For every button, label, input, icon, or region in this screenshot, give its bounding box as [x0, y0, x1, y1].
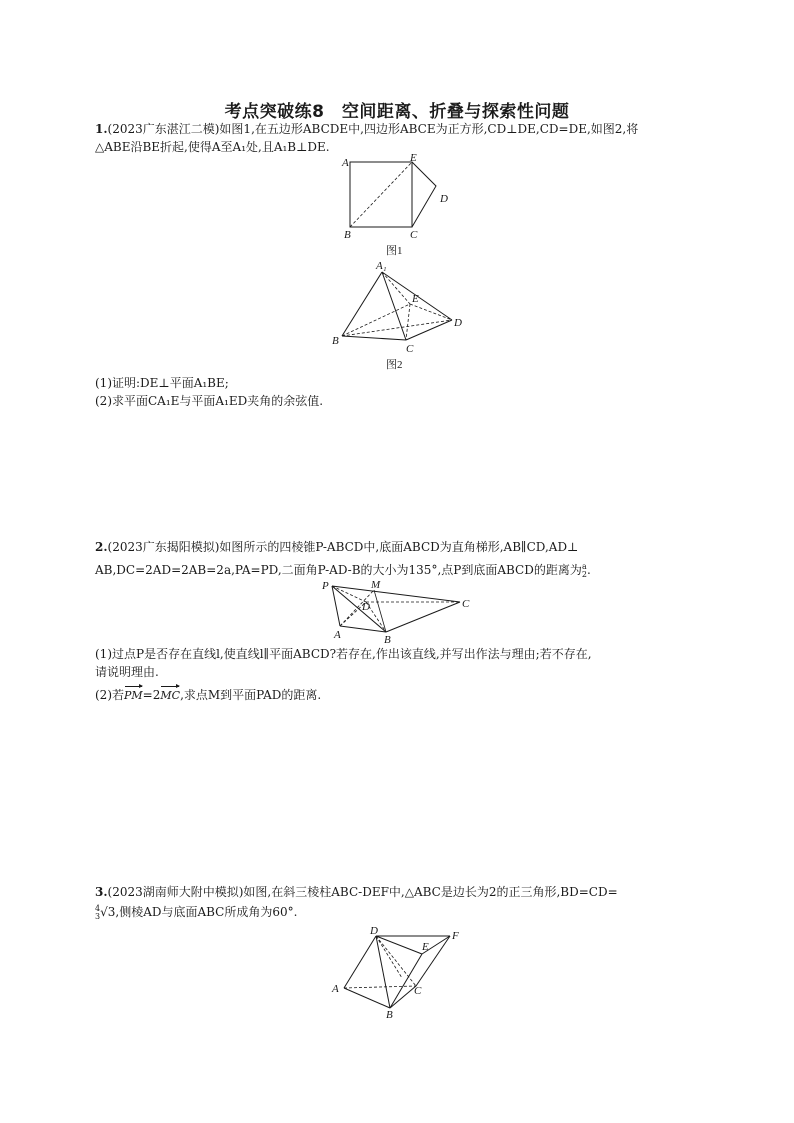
- problem-1-question-1: (1)证明:DE⊥平面A₁BE;: [95, 376, 229, 390]
- figure-edge: [374, 590, 386, 632]
- problem-2-line-1: [95, 539, 578, 555]
- problem-3-line-2: [95, 904, 297, 921]
- fig1-label-a: A: [342, 157, 349, 169]
- fig4-label-d: D: [370, 925, 378, 937]
- figure-edge: [342, 320, 452, 336]
- fig4-label-c: C: [414, 985, 422, 997]
- figure-edge: [406, 304, 410, 340]
- fig3-label-b: B: [384, 634, 391, 646]
- problem-2-text-1: (2023广东揭阳模拟)如图所示的四棱锥P-ABCD中,底面ABCD为直角梯形,AB∥CD,AD⊥: [107, 540, 579, 554]
- fig4-label-a: A: [332, 983, 339, 995]
- fig2-label-e: E: [412, 293, 419, 305]
- fig2-label-d: D: [454, 317, 462, 329]
- problem-2-question-2: (2)若PM=2MC,求点M到平面PAD的距离.: [95, 684, 321, 704]
- figure-edge: [344, 986, 416, 988]
- figure-1-caption: 图1: [386, 245, 403, 257]
- fig4-label-f: F: [452, 930, 459, 942]
- figure-prism: [328, 922, 468, 1026]
- figure-2: [330, 258, 470, 378]
- problem-2-number: 2.: [95, 540, 108, 554]
- page-title: 考点突破练8 空间距离、折叠与探索性问题: [224, 102, 570, 122]
- fig1-label-c: C: [410, 229, 418, 241]
- fig4-label-b: B: [386, 1009, 393, 1021]
- fig3-label-c: C: [462, 598, 470, 610]
- problem-3-text-1: (2023湖南师大附中模拟)如图,在斜三棱柱ABC-DEF中,△ABC是边长为2的正三角形,BD=CD=: [107, 885, 618, 899]
- problem-1-text-1: (2023广东湛江二模)如图1,在五边形ABCDE中,四边形ABCE为正方形,CD⊥DE,CD=DE,如图2,将: [107, 122, 639, 136]
- figure-edge: [344, 936, 376, 988]
- problem-2-fraction: a 2: [581, 561, 587, 579]
- figure-edge: [332, 586, 460, 602]
- figure-1: [330, 152, 470, 264]
- problem-3-number: 3.: [95, 885, 108, 899]
- fig2-label-b: B: [332, 335, 339, 347]
- fig4-label-e: E: [422, 941, 429, 953]
- fig1-label-d: D: [440, 193, 448, 205]
- problem-1-question-2: (2)求平面CA₁E与平面A₁ED夹角的余弦值.: [95, 394, 324, 408]
- vector-pm: PM: [124, 684, 143, 704]
- figure-edge: [342, 336, 406, 340]
- figure-edge: [340, 626, 386, 632]
- fold-line-be: [350, 162, 412, 227]
- pentagon-edges-cde: [412, 162, 436, 227]
- fig1-label-b: B: [344, 229, 351, 241]
- problem-2-question-1-cont: 请说明理由.: [95, 665, 159, 679]
- problem-1-line-2: △ABE沿BE折起,使得A至A₁处,且A₁B⊥DE.: [95, 140, 330, 154]
- fig2-label-c: C: [406, 343, 414, 355]
- problem-1-number: 1.: [95, 122, 108, 136]
- figure-2-caption: 图2: [386, 359, 403, 371]
- vector-mc: MC: [160, 684, 180, 704]
- fig1-label-e: E: [410, 152, 417, 164]
- problem-3-line-1: [95, 884, 618, 900]
- problem-2-question-1: (1)过点P是否存在直线l,使直线l∥平面ABCD?若存在,作出该直线,并写出作法与理由;若不存在,: [95, 647, 592, 661]
- problem-2-line-2: AB,DC=2AD=2AB=2a,PA=PD,二面角P-AD-B的大小为135°,点P到底面ABCD的距离为 a 2 .: [95, 561, 591, 579]
- problem-3-fraction: 4 3: [95, 903, 101, 921]
- figure-pyramid: [318, 576, 478, 650]
- figure-edge: [344, 988, 390, 1008]
- problem-3-text-2: √3,侧棱AD与底面ABC所成角为60°.: [100, 905, 298, 919]
- figure-edge: [390, 954, 422, 1008]
- figure-edge: [410, 304, 452, 320]
- fig3-label-d: D: [362, 601, 370, 613]
- figure-edge: [390, 986, 416, 1008]
- fig3-label-a: A: [334, 629, 341, 641]
- fig3-label-m: M: [371, 579, 381, 591]
- fig2-label-a1: A₁: [376, 260, 387, 272]
- figure-edge: [382, 272, 406, 340]
- problem-1-line-1: [95, 121, 638, 137]
- figure-edge: [386, 602, 460, 632]
- fig3-label-p: P: [322, 580, 329, 592]
- problem-2-text-2: AB,DC=2AD=2AB=2a,PA=PD,二面角P-AD-B的大小为135°,点P到底面ABCD的距离为: [95, 563, 582, 577]
